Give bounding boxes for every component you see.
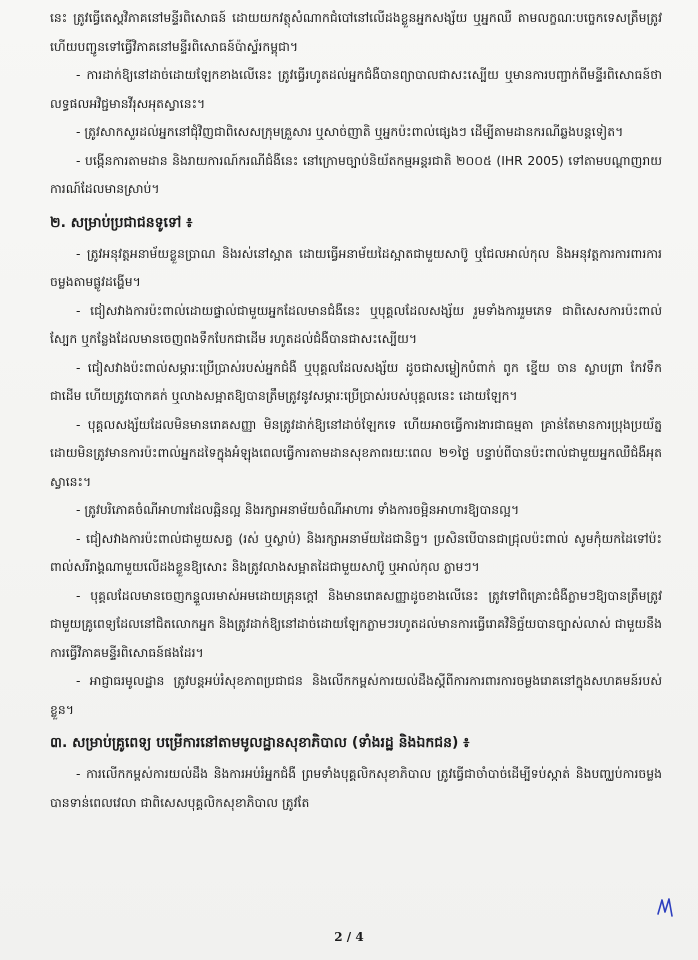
paragraph-isolation: - ការដាក់ឱ្យនៅដាច់ដោយឡែកខាងលើនេះ ត្រូវធ្វើរហូតដល់អ្នកជំងឺបានព្យាបាលជាសះស្បើយ ឬមានការបញ្ជាក់ពីមន្ទីរពិសោធន៍ថាលទ្ធផលអវិជ្ជមានវីរុសអុតស្វានេះ។ — [50, 67, 662, 111]
paragraph-asymptomatic: - បុគ្គលសង្ស័យដែលមិនមានរោគសញ្ញា មិនត្រូវដាក់ឱ្យនៅដាច់ឡែកទេ ហើយអាចធ្វើការងារជាធម្មតា គ្រាន់តែមានការប្រុងប្រយ័ត្ន ដោយមិនត្រូវមានការប៉ះពាល់អ្នកដទៃក្នុងអំឡុងពេលធ្វើការតាមដានសុខភាពរយៈពេល ២១ថ្ងៃ បន្ទាប់ពីបានប៉ះពាល់ជាមួយអ្នកឈឺជំងឺអុតស្វានេះ។ — [50, 416, 662, 489]
paragraph-food-safety: - ត្រូវបរិភោគចំណីអាហារដែលឆ្អិនល្អ និងរក្សាអនាម័យចំណីអាហារ ទាំងការចម្អិនអាហារឱ្យបានល្អ។ — [76, 502, 520, 517]
document-body — [50, 4, 662, 817]
paragraph-awareness: - ការលើកកម្ពស់ការយល់ដឹង និងការអប់រំអ្នកជំងឺ ព្រមទាំងបុគ្គលិកសុខាភិបាល ត្រូវធ្វើជាចាំបាច់ដើម្បីទប់ស្កាត់ និងបញ្ឈប់ការចម្លងបានទាន់ពេលវេលា ជាពិសេសបុគ្គលិកសុខាភិបាល ត្រូវតែ — [50, 766, 662, 810]
page-number: 2 / 4 — [334, 930, 364, 944]
paragraph-contact-tracing: - ត្រូវសាកសួរដល់អ្នកនៅជុំវិញជាពិសេសក្រុមគ្រួសារ ឬសាច់ញាតិ ឬអ្នកប៉ះពាល់ផ្សេងៗ ដើម្បីតាមដានករណីឆ្លងបន្តទៀត។ — [76, 124, 624, 139]
paragraph-seek-care: - បុគ្គលដែលមានចេញកន្ទួលរមាស់អមដោយគ្រុនក្តៅ និងមានរោគសញ្ញាដូចខាងលើនេះ ត្រូវទៅពិគ្រោះជំងឺភ្លាមៗឱ្យបានត្រឹមត្រូវ ជាមួយគ្រូពេទ្យដែលនៅជិតលោកអ្នក និងត្រូវដាក់ឱ្យនៅដាច់ដោយឡែកភ្លាមៗរហូតដល់មានការធ្វើរោគវិនិច្ឆ័យបានច្បាស់លាស់ ជាមួយនឹងការធ្វើវិភាគមន្ទីរពិសោធន៍ផងដែរ។ — [50, 587, 662, 660]
paragraph-hygiene: - ត្រូវអនុវត្តអនាម័យខ្លួនប្រាណ និងរស់នៅស្អាត ដោយធ្វើអនាម័យដៃស្អាតជាមួយសាប៊ូ ឬជែលអាល់កុល និងអនុវត្តការការពារការចម្លងតាមផ្លូវដង្ហើម។ — [50, 245, 662, 289]
paragraph-avoid-belongings: - ជៀសវាងប៉ះពាល់សម្ភារៈប្រើប្រាស់របស់អ្នកជំងឺ ឬបុគ្គលដែលសង្ស័យ ដូចជាសម្លៀកបំពាក់ ពូក ខ្នើយ ចាន ស្លាបព្រា កែវទឹក ជាដើម ហើយត្រូវបោកគក់ ឬលាងសម្អាតឱ្យបានត្រឹមត្រូវនូវសម្ភារៈប្រើប្រាស់របស់បុគ្គលនេះ ដោយឡែក។ — [50, 359, 662, 403]
paragraph-lab-testing: នេះ ត្រូវធ្វើតេស្តវិភាគនៅមន្ទីរពិសោធន៍ ដោយយកវត្ថុសំណាកជំបៅនៅលើដងខ្លួនអ្នកសង្ស័យ ឬអ្នកឈឺ តាមលក្ខណៈបច្ចេកទេសត្រឹមត្រូវ ហើយបញ្ជូនទៅធ្វើវិភាគនៅមន្ទីរពិសោធន៍ប៉ាស្ទ័រកម្ពុជា។ — [50, 10, 662, 54]
paragraph-animal-contact: - ជៀសវាងការប៉ះពាល់ជាមួយសត្វ (រស់ ឬស្លាប់) និងរក្សាអនាម័យដៃជានិច្ច។ ប្រសិនបើបានជាជ្រុលប៉ះពាល់ សូមកុំយកដៃទៅប៉ះពាល់សរីរាង្គណាមួយលើដងខ្លួនឱ្យសោះ និងត្រូវលាងសម្អាតដៃជាមួយសាប៊ូ ឬអាល់កុល ភ្លាមៗ។ — [50, 530, 662, 574]
handwritten-initial-mark — [656, 896, 674, 920]
paragraph-avoid-contact: - ជៀសវាងការប៉ះពាល់ដោយផ្ទាល់ជាមួយអ្នកដែលមានជំងឺនេះ ឬបុគ្គលដែលសង្ស័យ រួមទាំងការរួមភេទ ជាពិសេសការប៉ះពាល់ស្បែក ឬកន្លែងដែលមានចេញពងទឹកបែកជាដើម រហូតដល់ជំងឺបានជាសះស្បើយ។ — [50, 302, 662, 346]
paragraph-local-authorities: - អាជ្ញាធរមូលដ្ឋាន ត្រូវបន្តអប់រំសុខភាពប្រជាជន និងលើកកម្ពស់ការយល់ដឹងស្តីពីការការពារការចម្លងរោគនៅក្នុងសហគមន៍របស់ខ្លួន។ — [50, 673, 662, 717]
paragraph-surveillance: - បង្កើនការតាមដាន និងរាយការណ៍ករណីជំងឺនេះ នៅក្រោមច្បាប់និយ័តកម្មអន្តរជាតិ ២០០៥ (IHR 2005) ទៅតាមបណ្តាញរាយការណ៍ដែលមានស្រាប់។ — [50, 152, 662, 196]
section-heading-general-public: ២. សម្រាប់ប្រជាជនទូទៅ ៖ — [50, 214, 193, 231]
section-heading-health-workers: ៣. សម្រាប់គ្រូពេទ្យ បម្រើការនៅតាមមូលដ្ឋានសុខាភិបាល (ទាំងរដ្ឋ និងឯកជន) ៖ — [50, 735, 470, 751]
